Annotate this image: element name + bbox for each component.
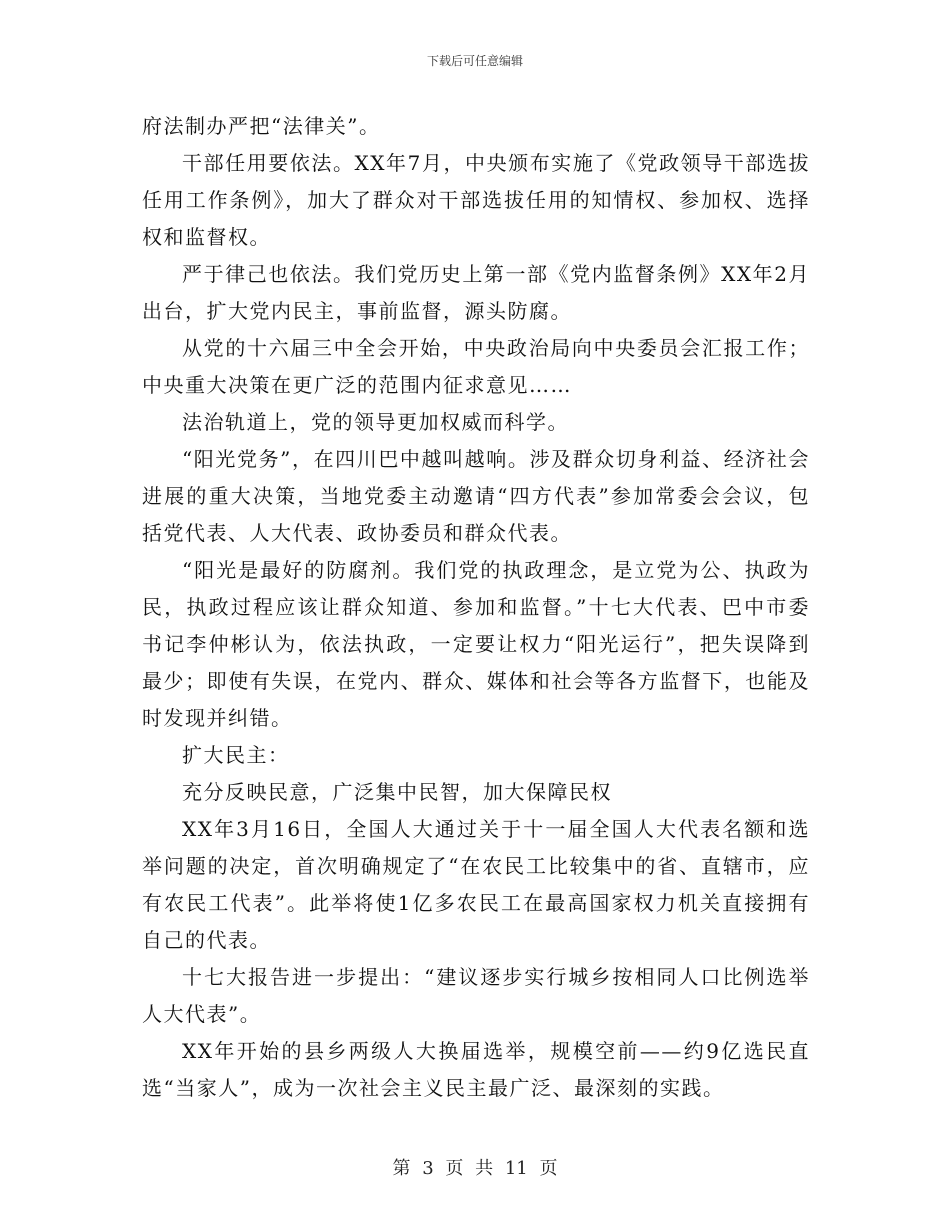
paragraph: “阳光是最好的防腐剂。我们党的执政理念，是立党为公、执政为民，执政过程应该让群众知道、参加和监督。”十七大代表、巴中市委书记李仲彬认为，依法执政，一定要让权力“阳光运行”，把失误降到最少；即使有失误，在党内、群众、媒体和社会等各方监督下，也能及时发现并纠错。 [142,558,810,730]
paragraph: 干部任用要依法。XX年7月，中央颁布实施了《党政领导干部选拔任用工作条例》，加大了群众对干部选拔任用的知情权、参加权、选择权和监督权。 [142,151,810,249]
paragraph: 法治轨道上，党的领导更加权威而科学。 [182,410,569,434]
paragraph: XX年3月16日，全国人大通过关于十一届全国人大代表名额和选举问题的决定，首次明确规定了“在农民工比较集中的省、直辖市，应有农民工代表”。此举将使1亿多农民工在最高国家权力机关直接拥有自己的代表。 [142,817,810,952]
page-header-note: 下载后可任意编辑 [426,54,523,68]
paragraph: 严于律己也依法。我们党历史上第一部《党内监督条例》XX年2月出台，扩大党内民主，事前监督，源头防腐。 [142,262,810,323]
document-body [142,108,810,1107]
paragraph: 府法制办严把“法律关”。 [142,114,381,138]
paragraph: 十七大报告进一步提出：“建议逐步实行城乡按相同人口比例选举人大代表”。 [142,965,810,1026]
section-heading: 扩大民主： [182,743,290,767]
paragraph: 从党的十六届三中全会开始，中央政治局向中央委员会汇报工作；中央重大决策在更广泛的范围内征求意见…… [142,336,810,397]
paragraph: “阳光党务”，在四川巴中越叫越响。涉及群众切身利益、经济社会进展的重大决策，当地党委主动邀请“四方代表”参加常委会会议，包括党代表、人大代表、政协委员和群众代表。 [142,447,810,545]
section-subheading: 充分反映民意，广泛集中民智，加大保障民权 [182,780,612,804]
paragraph: XX年开始的县乡两级人大换届选举，规模空前——约9亿选民直选“当家人”，成为一次社会主义民主最广泛、最深刻的实践。 [142,1039,810,1100]
page-number-footer: 第 3 页 共 11 页 [392,1158,558,1179]
